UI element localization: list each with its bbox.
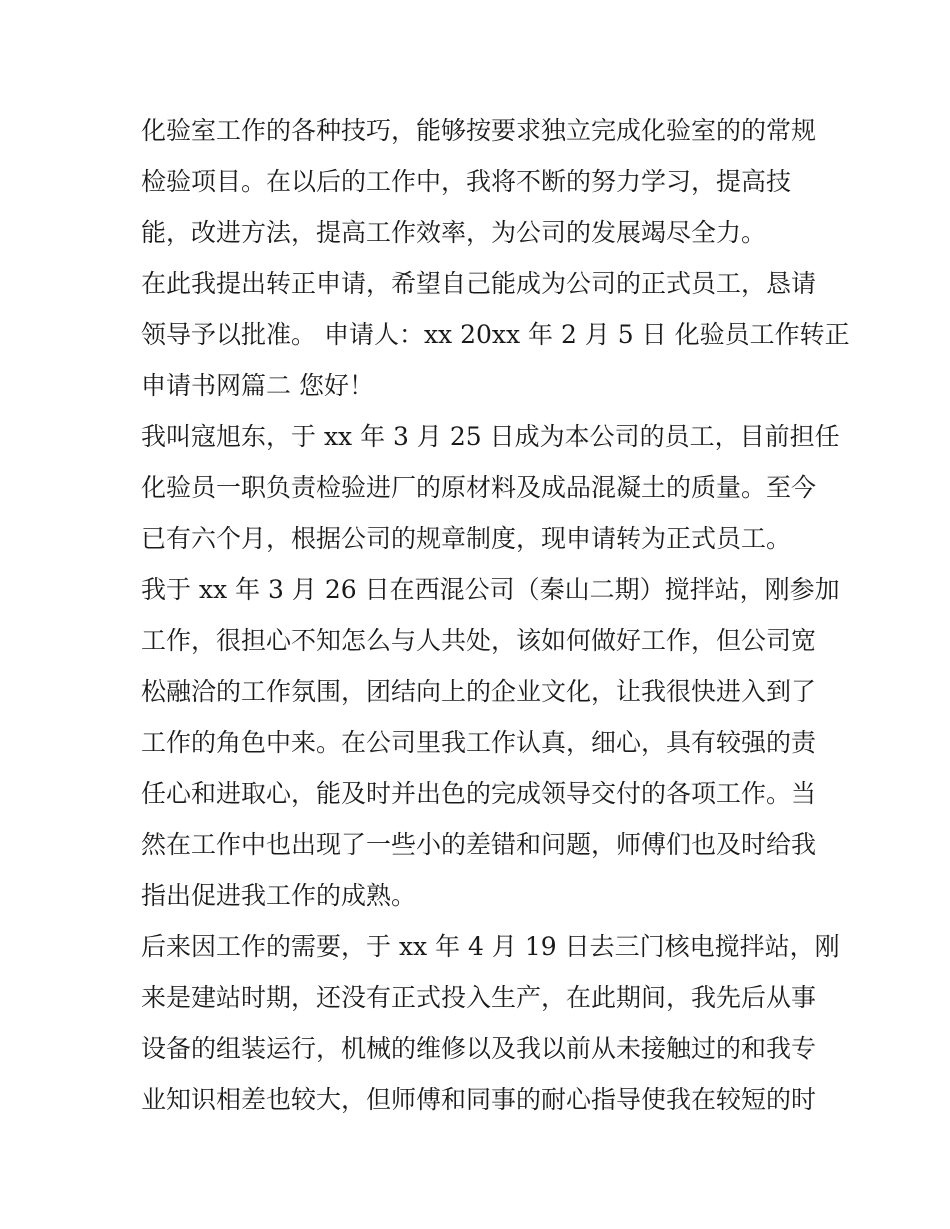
text-line: 我于 xx 年 3 月 26 日在西混公司（秦山二期）搅拌站，刚参加 xyxy=(141,575,840,604)
text-line: 后来因工作的需要，于 xx 年 4 月 19 日去三门核电搅拌站，刚 xyxy=(141,932,840,961)
text-line: 申请书网篇二 您好！ xyxy=(141,371,374,400)
text-line: 工作的角色中来。在公司里我工作认真，细心，具有较强的责 xyxy=(141,728,817,757)
text-line: 松融洽的工作氛围，团结向上的企业文化，让我很快进入到了 xyxy=(141,677,817,706)
text-line: 领导予以批准。 申请人：xx 20xx 年 2 月 5 日 化验员工作转正 xyxy=(141,320,850,349)
text-line: 能，改进方法，提高工作效率，为公司的发展竭尽全力。 xyxy=(141,218,767,247)
text-line: 化验室工作的各种技巧，能够按要求独立完成化验室的的常规 xyxy=(141,116,817,145)
text-line: 已有六个月，根据公司的规章制度，现申请转为正式员工。 xyxy=(141,524,792,553)
document-body xyxy=(141,105,850,1125)
text-line: 化验员一职负责检验进厂的原材料及成品混凝土的质量。至今 xyxy=(141,473,817,502)
text-line: 任心和进取心，能及时并出色的完成领导交付的各项工作。当 xyxy=(141,779,817,808)
text-line: 来是建站时期，还没有正式投入生产，在此期间，我先后从事 xyxy=(141,983,817,1012)
text-line: 在此我提出转正申请，希望自己能成为公司的正式员工，恳请 xyxy=(141,269,817,298)
text-line: 指出促进我工作的成熟。 xyxy=(141,881,417,910)
text-line: 检验项目。在以后的工作中，我将不断的努力学习，提高技 xyxy=(141,167,792,196)
text-line: 设备的组装运行，机械的维修以及我以前从未接触过的和我专 xyxy=(141,1034,817,1063)
text-line: 然在工作中也出现了一些小的差错和问题，师傅们也及时给我 xyxy=(141,830,817,859)
text-line: 我叫寇旭东，于 xx 年 3 月 25 日成为本公司的员工，目前担任 xyxy=(141,422,840,451)
text-line: 业知识相差也较大，但师傅和同事的耐心指导使我在较短的时 xyxy=(141,1085,817,1114)
text-line: 工作，很担心不知怎么与人共处，该如何做好工作，但公司宽 xyxy=(141,626,817,655)
